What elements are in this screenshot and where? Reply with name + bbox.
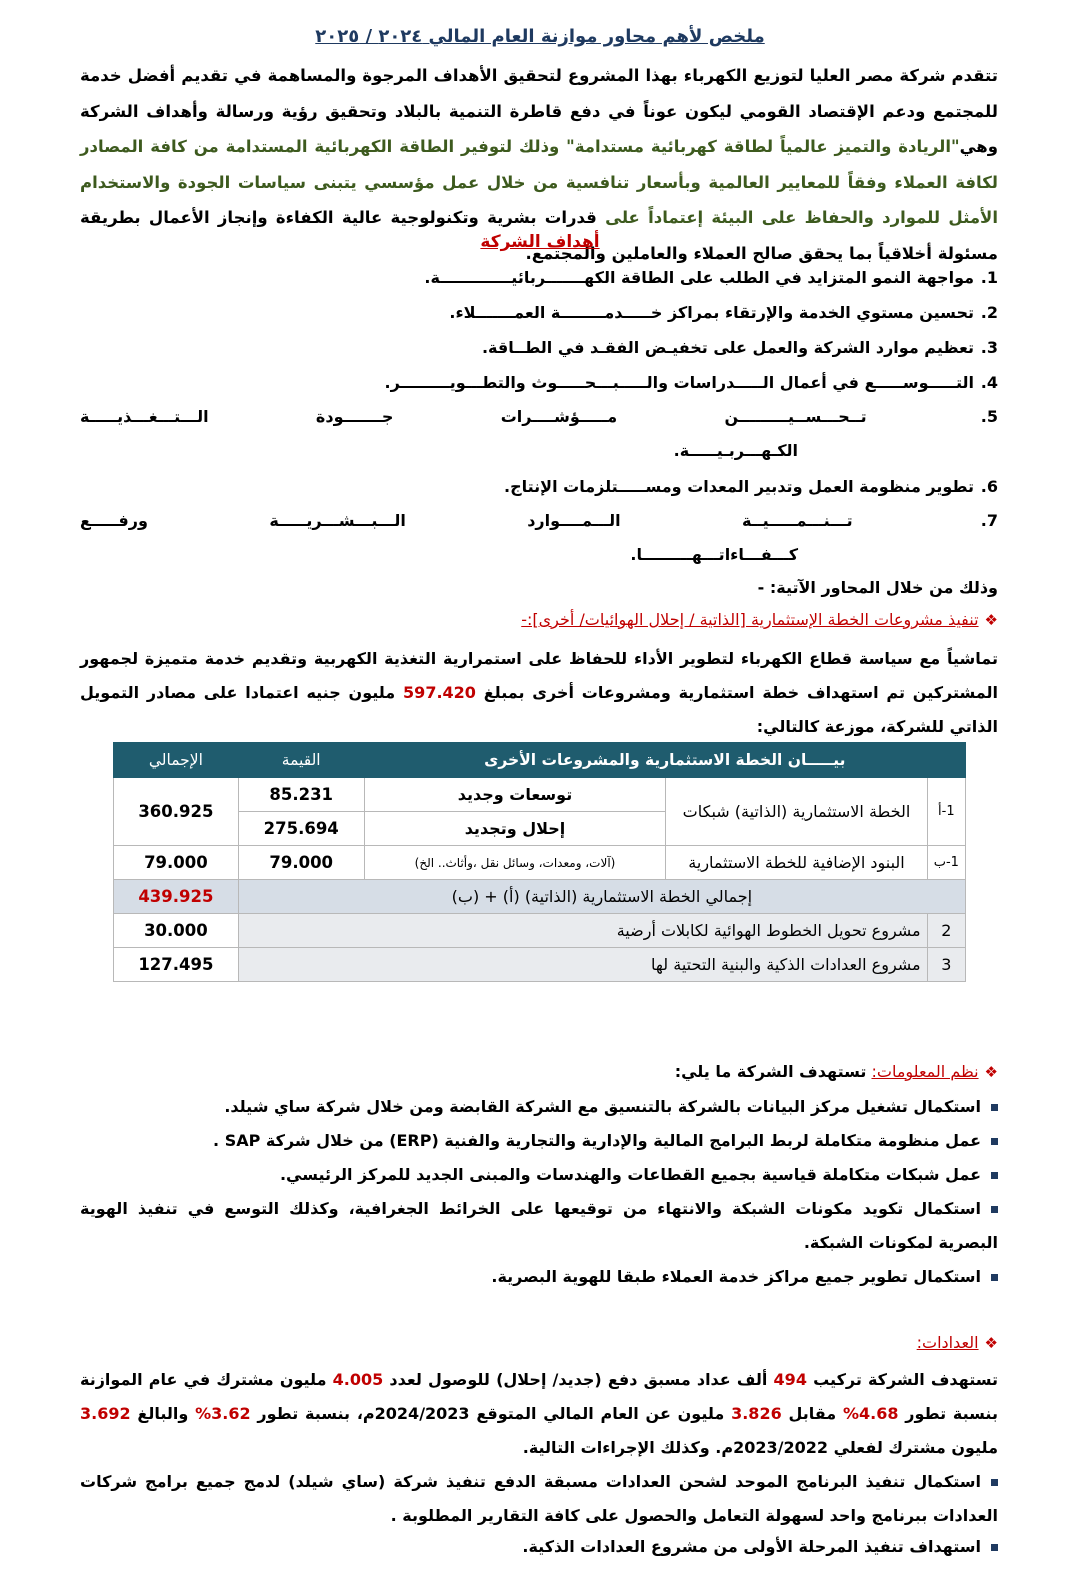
table-row: 2 مشروع تحويل الخطوط الهوائية لكابلات أرضية 30.000	[114, 914, 966, 948]
square-bullet-icon	[991, 1172, 998, 1179]
section-meters-heading: ❖العدادات:	[916, 1333, 998, 1352]
investment-total: 439.925	[114, 880, 239, 914]
table-row: إحلال وتجديد 275.694	[114, 812, 966, 846]
goal-continuation: الكـهـــربـيـــــة.	[673, 441, 798, 460]
list-item: استكمال تنفيذ البرنامج الموحد لشحن العدادات مسبقة الدفع تنفيذ شركة (ساي شيلد) لدمج جميع برامج شركات العدادات ببرنامج واحد لسهولة التعامل والحصول على كافة التقارير المطلوبة .	[80, 1472, 998, 1525]
list-item: استكمال تكويد مكونات الشبكة والانتهاء من توقيعها على الخرائط الجغرافية، وكذلك التوسع في تنفيذ الهوية البصرية لمكونات الشبكة.	[80, 1199, 998, 1252]
diamond-bullet-icon: ❖	[984, 1063, 998, 1081]
square-bullet-icon	[991, 1206, 998, 1213]
intro-part-1: تتقدم شركة مصر العليا لتوزيع الكهرباء بهذا المشروع لتحقيق الأهداف المرجوة والمساهمة في تقديم أفضل خدمة للمجتمع ودعم الإقتصاد القومي ليكون عوناً في دفع قاطرة التنمية بالبلاد وتحقيق رؤية ورسالة وأهداف الشركة وهي	[80, 66, 998, 156]
diamond-bullet-icon: ❖	[984, 611, 998, 629]
table-header-row	[114, 743, 966, 778]
square-bullet-icon	[991, 1479, 998, 1486]
goals-heading: أهداف الشركة	[480, 232, 600, 252]
goal-item: 5. تــحـــســيـــــــــن مـــــؤشــــرات جـــــــودة الـــتـــغـــذيـــــة	[80, 407, 998, 426]
page-title: ملخص لأهم محاور موازنة العام المالي ٢٠٢٤ / ٢٠٢٥	[315, 26, 765, 47]
goal-item: 1.مواجهة النمو المتزايد في الطلب على الطاقة الكهـــــــربائيـــــــــــــة.	[424, 268, 998, 287]
list-item: استكمال تشغيل مركز البيانات بالشركة بالتنسيق مع الشركة القابضة ومن خلال شركة ساي شيلد.	[224, 1097, 998, 1116]
table-header-value: القيمة	[238, 743, 364, 778]
meters-paragraph: تستهدف الشركة تركيب 494 ألف عداد مسبق دفع (جديد/ إحلال) للوصول لعدد 4.005 مليون مشترك في عام الموازنة بنسبة تطور 4.68% مقابل 3.826 مليون عن العام المالي المتوقع 2024/2023م، بنسبة تطور 3.62% والبالغ 3.692 مليون مشترك لفعلي 2023/2022م. وكذلك الإجراءات التالية.	[80, 1370, 999, 1457]
investment-amount: 597.420	[403, 683, 476, 702]
investment-paragraph: تماشياً مع سياسة قطاع الكهرباء لتطوير الأداء للحفاظ على استمرارية التغذية الكهربية وتقديم خدمة متميزة لجمهور المشتركين تم استهداف خطة استثمارية ومشروعات أخرى بمبلغ 597.420 مليون جنيه اعتمادا على مصادر التمويل الذاتي للشركة، موزعة كالتالي:	[80, 649, 999, 736]
goal-item: 7. تـــنـــمـــــيــة الـــمــــوارد الـــبـــشـــريـــــة ورفـــــع	[80, 511, 998, 530]
table-header-title: بيـــــان الخطة الاستثمارية والمشروعات الأخرى	[364, 743, 965, 778]
list-item: استهداف تنفيذ المرحلة الأولى من مشروع العدادات الذكية.	[522, 1537, 998, 1556]
section-investment-heading: ❖تنفيذ مشروعات الخطة الإستثمارية [الذاتية / إحلال الهوائيات/ أخرى]:-	[521, 610, 998, 629]
intro-part-3: قدرات بشرية وتكنولوجية عالية الكفاءة وإنجاز الأعمال بطريقة مسئولة أخلاقياً بما يحقق صالح العملاء والعاملين والمجتمع.	[80, 208, 998, 263]
list-item: عمل منظومة متكاملة لربط البرامج المالية والإدارية والتجارية والفنية (ERP) من خلال شركة SAP .	[213, 1131, 998, 1150]
square-bullet-icon	[991, 1138, 998, 1145]
table-row: 1-ب البنود الإضافية للخطة الاستثمارية (آلات، ومعدات، وسائل نقل ،وأثاث.. الخ) 79.000 79.000	[114, 846, 966, 880]
table-row: إجمالي الخطة الاستثمارية (الذاتية) (أ) + (ب) 439.925	[114, 880, 966, 914]
goal-item: 6.تطوير منظومة العمل وتدبير المعدات ومســـــتلزمات الإنتاج.	[504, 477, 998, 496]
square-bullet-icon	[991, 1104, 998, 1111]
diamond-bullet-icon: ❖	[984, 1334, 998, 1352]
intro-part-2: "الريادة والتميز عالمياً لطاقة كهربائية مستدامة" وذلك لتوفير الطاقة الكهربائية المستدامة من كافة المصادر لكافة العملاء وفقاً للمعايير العالمية وبأسعار تنافسية من خلال عمل مؤسسي يتبنى سياسات الجودة والاستخدام الأمثل للموارد والحفاظ على البيئة إعتماداً على	[80, 137, 998, 227]
square-bullet-icon	[991, 1544, 998, 1551]
goal-continuation: كـــفـــاءاتـــهـــــــــا.	[630, 545, 798, 564]
section-infosystems-heading: ❖نظم المعلومات: تستهدف الشركة ما يلي:	[674, 1062, 998, 1081]
investment-table	[113, 742, 966, 982]
axes-intro: وذلك من خلال المحاور الآتية: -	[757, 578, 998, 597]
table-row: 3 مشروع العدادات الذكية والبنية التحتية لها 127.495	[114, 948, 966, 982]
table-row: 1-أ الخطة الاستثمارية (الذاتية) شبكات توسعات وجديد 85.231 360.925	[114, 778, 966, 812]
square-bullet-icon	[991, 1274, 998, 1281]
table-header-total: الإجمالي	[114, 743, 239, 778]
list-item: عمل شبكات متكاملة قياسية بجميع القطاعات والهندسات والمبنى الجديد للمركز الرئيسي.	[280, 1165, 998, 1184]
goal-item: 4.التـــــوســـــع في أعمال الـــــدراسات والـــــبـــحـــــوث والتطـــويـــــــــر.	[384, 373, 998, 392]
list-item: استكمال تطوير جميع مراكز خدمة العملاء طبقا للهوية البصرية.	[491, 1267, 998, 1286]
goal-item: 3.تعظيم موارد الشركة والعمل على تخفيـض الفقـد في الطــاقة.	[481, 338, 998, 357]
goal-item: 2.تحسين مستوي الخدمة والإرتقاء بمراكز خـــــدمــــــــة العمـــــــلاء.	[449, 303, 998, 322]
